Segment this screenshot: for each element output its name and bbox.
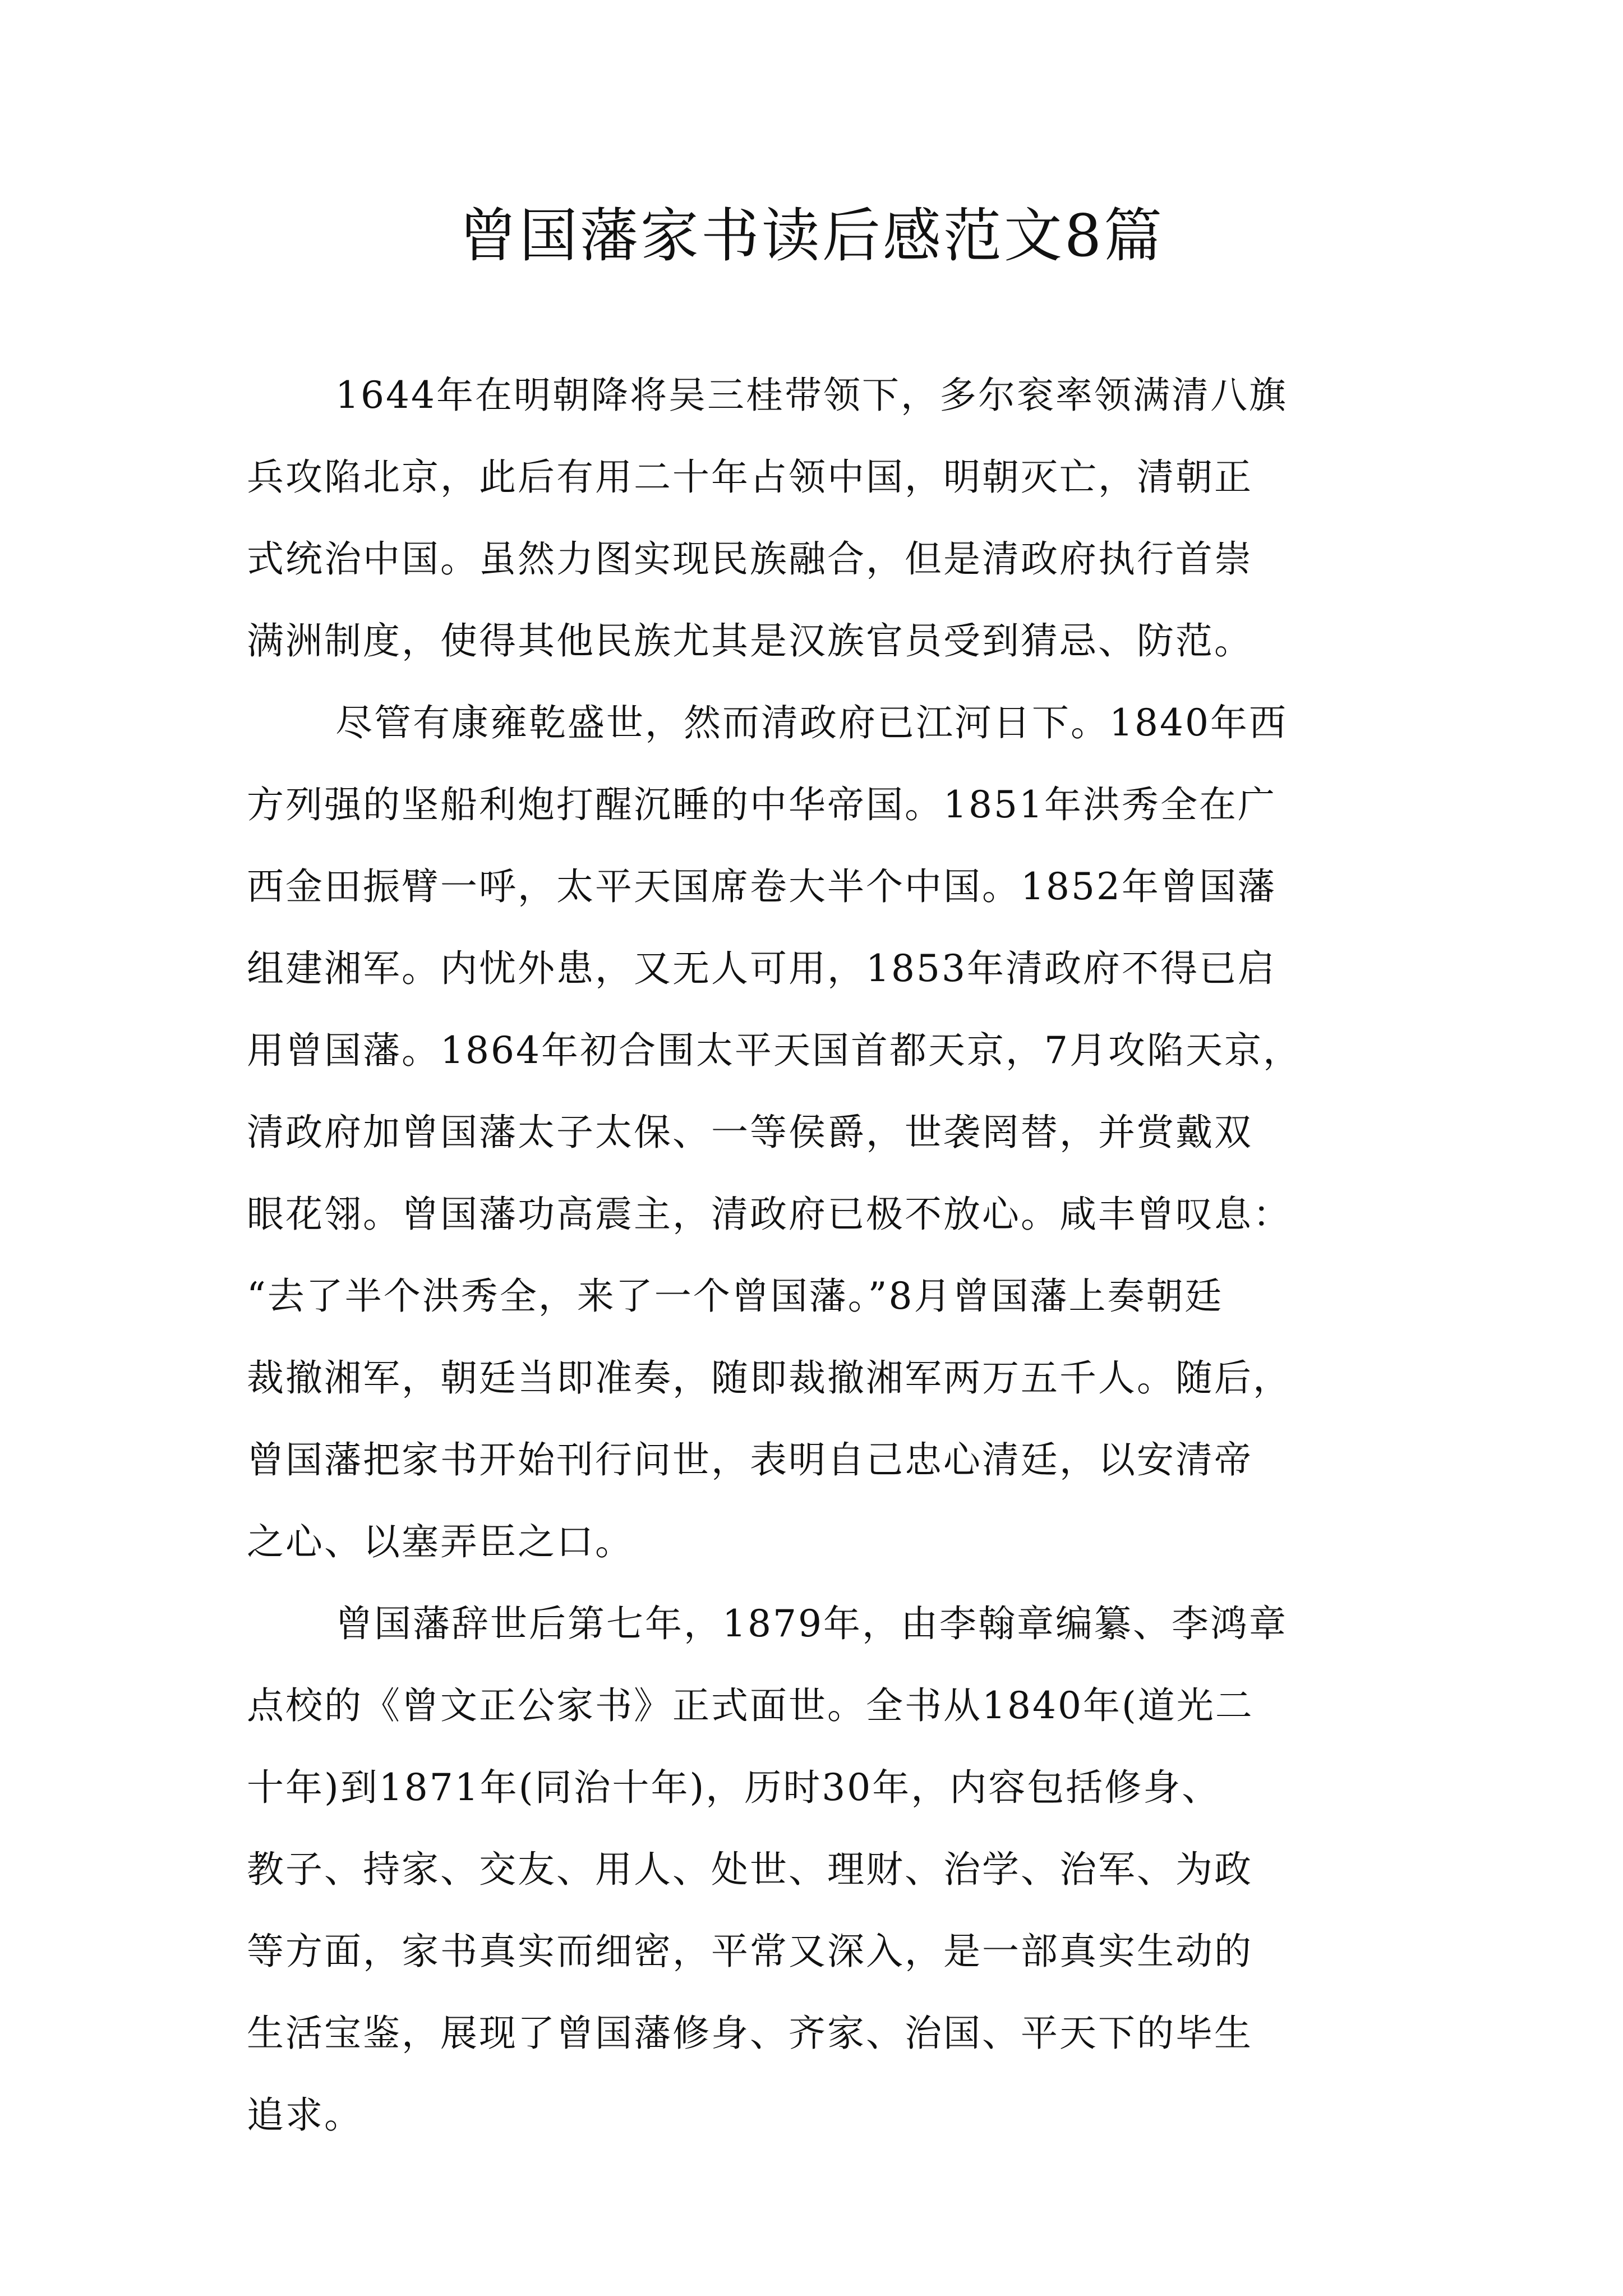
text-line: 点校的《曾文正公家书》正式面世。全书从1840年(道光二 xyxy=(247,1684,1254,1727)
text-line: 裁撤湘军，朝廷当即准奏，随即裁撤湘军两万五千人。随后， xyxy=(247,1356,1292,1400)
text-line: 西金田振臂一呼，太平天国席卷大半个中国。1852年曾国藩 xyxy=(247,865,1276,908)
text-line: 教子、持家、交友、用人、处世、理财、治学、治军、为政 xyxy=(247,1848,1253,1891)
document-title: 曾国藩家书读后感范文8篇 xyxy=(458,201,1165,270)
text-line: 之心、以塞弄臣之口。 xyxy=(247,1520,634,1563)
text-line: 曾国藩把家书开始刊行问世，表明自己忠心清廷，以安清帝 xyxy=(247,1438,1253,1481)
text-line: 尽管有康雍乾盛世，然而清政府已江河日下。1840年西 xyxy=(335,701,1288,744)
text-line: 眼花翎。曾国藩功高震主，清政府已极不放心。咸丰曾叹息： xyxy=(247,1193,1292,1236)
text-line: 清政府加曾国藩太子太保、一等侯爵，世袭罔替，并赏戴双 xyxy=(247,1111,1253,1154)
text-line: “去了半个洪秀全，来了一个曾国藩。”8月曾国藩上奏朝廷 xyxy=(247,1274,1224,1318)
text-line: 十年)到1871年(同治十年)，历时30年，内容包括修身、 xyxy=(247,1766,1221,1809)
text-line: 生活宝鉴，展现了曾国藩修身、齐家、治国、平天下的毕生 xyxy=(247,2012,1253,2055)
document-body xyxy=(247,370,1391,2172)
text-line: 方列强的坚船利炮打醒沉睡的中华帝国。1851年洪秀全在广 xyxy=(247,783,1276,826)
text-line: 追求。 xyxy=(247,2093,363,2137)
text-line: 式统治中国。虽然力图实现民族融合，但是清政府执行首崇 xyxy=(247,537,1253,581)
text-line: 曾国藩辞世后第七年，1879年，由李翰章编纂、李鸿章 xyxy=(335,1602,1288,1645)
text-line: 1644年在明朝降将吴三桂带领下，多尔衮率领满清八旗 xyxy=(335,374,1288,417)
text-line: 组建湘军。内忧外患，又无人可用，1853年清政府不得已启 xyxy=(247,947,1276,990)
text-line: 满洲制度，使得其他民族尤其是汉族官员受到猜忌、防范。 xyxy=(247,619,1253,662)
text-line: 兵攻陷北京，此后有用二十年占领中国，明朝灭亡，清朝正 xyxy=(247,455,1253,499)
text-line: 等方面，家书真实而细密，平常又深入，是一部真实生动的 xyxy=(247,1930,1253,1973)
text-line: 用曾国藩。1864年初合围太平天国首都天京，7月攻陷天京， xyxy=(247,1029,1302,1072)
